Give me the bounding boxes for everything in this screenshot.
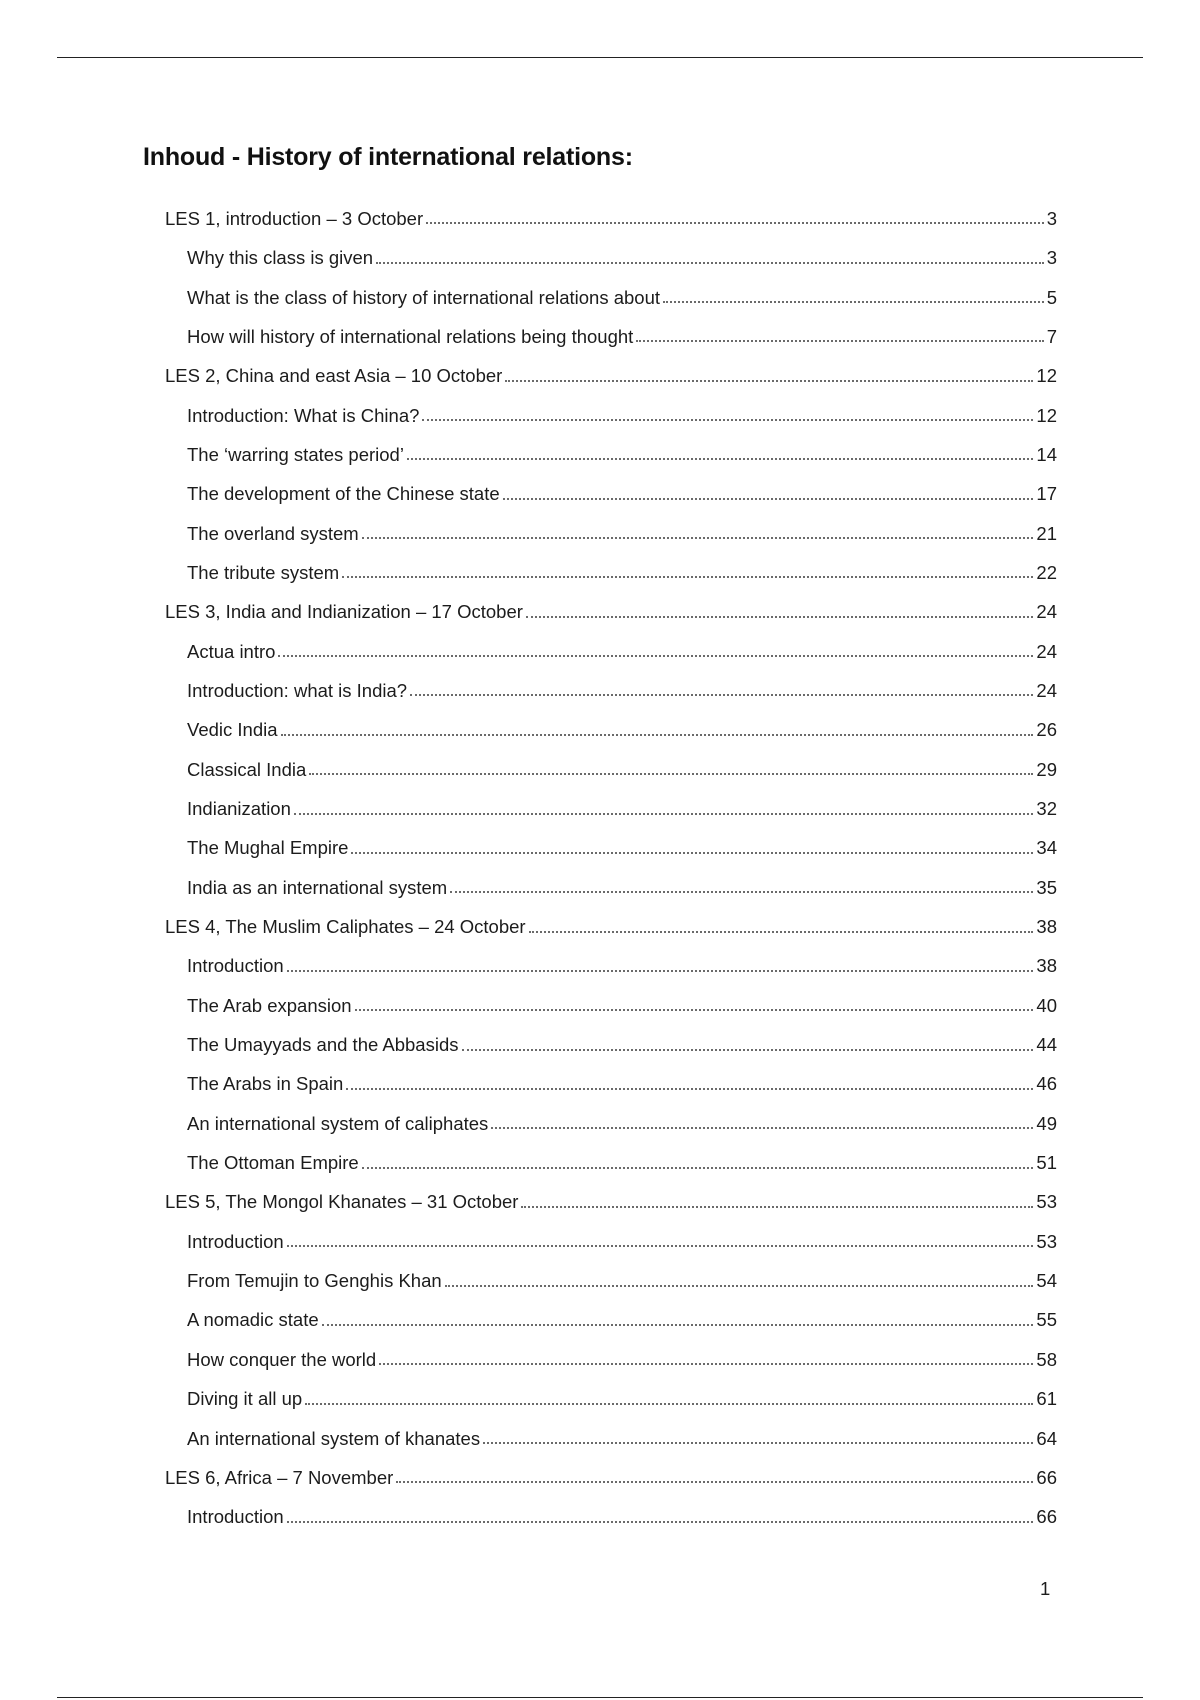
toc-section-entry[interactable] bbox=[165, 1251, 1057, 1290]
toc-entry-label: The Umayyads and the Abbasids bbox=[187, 1034, 459, 1056]
toc-chapter-entry[interactable] bbox=[165, 189, 1057, 228]
toc-section-entry[interactable] bbox=[165, 976, 1057, 1015]
toc-chapter-entry[interactable] bbox=[165, 897, 1057, 936]
toc-entry-page: 34 bbox=[1036, 837, 1057, 859]
toc-entry-label: LES 4, The Muslim Caliphates – 24 October bbox=[165, 916, 526, 938]
toc-section-entry[interactable] bbox=[165, 1487, 1057, 1526]
toc-entry-page: 46 bbox=[1036, 1073, 1057, 1095]
toc-section-entry[interactable] bbox=[165, 1369, 1057, 1408]
toc-section-entry[interactable] bbox=[165, 464, 1057, 503]
dot-leader bbox=[294, 813, 1034, 815]
toc-section-entry[interactable] bbox=[165, 268, 1057, 307]
toc-entry-label: The ‘warring states period’ bbox=[187, 443, 404, 465]
toc-entry-page: 35 bbox=[1036, 876, 1057, 898]
toc-entry-page: 12 bbox=[1036, 404, 1057, 426]
top-rule bbox=[57, 57, 1143, 58]
dot-leader bbox=[342, 576, 1033, 578]
dot-leader bbox=[503, 498, 1034, 500]
toc-entry-label: Why this class is given bbox=[187, 247, 374, 269]
toc-entry-page: 14 bbox=[1036, 443, 1057, 465]
toc-entry-label: Diving it all up bbox=[187, 1388, 303, 1410]
toc-entry-page: 3 bbox=[1046, 247, 1057, 269]
toc-entry-label: India as an international system bbox=[187, 876, 448, 898]
page-title: Inhoud - History of international relations: bbox=[143, 143, 633, 171]
toc-entry-page: 3 bbox=[1046, 207, 1057, 229]
toc-entry-label: Introduction: what is India? bbox=[187, 679, 408, 701]
toc-entry-label: An international system of caliphates bbox=[187, 1112, 489, 1134]
dot-leader bbox=[287, 970, 1034, 972]
dot-leader bbox=[287, 1245, 1034, 1247]
toc-entry-label: Introduction bbox=[187, 1230, 284, 1252]
toc-entry-label: What is the class of history of international relations about bbox=[187, 286, 661, 308]
toc-entry-page: 66 bbox=[1036, 1466, 1057, 1488]
toc-chapter-entry[interactable] bbox=[165, 346, 1057, 385]
toc-entry-page: 17 bbox=[1036, 483, 1057, 505]
dot-leader bbox=[355, 1009, 1034, 1011]
dot-leader bbox=[483, 1442, 1033, 1444]
toc-section-entry[interactable] bbox=[165, 504, 1057, 543]
dot-leader bbox=[426, 222, 1044, 224]
toc-entry-label: The tribute system bbox=[187, 561, 340, 583]
toc-entry-page: 24 bbox=[1036, 679, 1057, 701]
toc-entry-label: Introduction bbox=[187, 955, 284, 977]
table-of-contents bbox=[165, 189, 1057, 1527]
toc-section-entry[interactable] bbox=[165, 1015, 1057, 1054]
toc-section-entry[interactable] bbox=[165, 1055, 1057, 1094]
toc-section-entry[interactable] bbox=[165, 779, 1057, 818]
dot-leader bbox=[529, 931, 1034, 933]
toc-section-entry[interactable] bbox=[165, 1330, 1057, 1369]
dot-leader bbox=[526, 616, 1034, 618]
toc-entry-page: 44 bbox=[1036, 1034, 1057, 1056]
toc-entry-label: LES 1, introduction – 3 October bbox=[165, 207, 424, 229]
dot-leader bbox=[278, 655, 1033, 657]
toc-section-entry[interactable] bbox=[165, 819, 1057, 858]
dot-leader bbox=[505, 380, 1033, 382]
toc-section-entry[interactable] bbox=[165, 622, 1057, 661]
toc-section-entry[interactable] bbox=[165, 1291, 1057, 1330]
toc-entry-page: 53 bbox=[1036, 1230, 1057, 1252]
toc-section-entry[interactable] bbox=[165, 386, 1057, 425]
dot-leader bbox=[287, 1521, 1034, 1523]
toc-entry-label: Introduction: What is China? bbox=[187, 404, 420, 426]
toc-entry-label: LES 3, India and Indianization – 17 October bbox=[165, 601, 523, 623]
toc-entry-label: The Ottoman Empire bbox=[187, 1152, 359, 1174]
toc-entry-label: The Arab expansion bbox=[187, 994, 352, 1016]
toc-entry-page: 24 bbox=[1036, 601, 1057, 623]
toc-section-entry[interactable] bbox=[165, 937, 1057, 976]
dot-leader bbox=[462, 1049, 1034, 1051]
toc-entry-label: LES 5, The Mongol Khanates – 31 October bbox=[165, 1191, 519, 1213]
toc-section-entry[interactable] bbox=[165, 1409, 1057, 1448]
dot-leader bbox=[521, 1206, 1033, 1208]
toc-entry-label: Indianization bbox=[187, 798, 291, 819]
toc-entry-page: 53 bbox=[1036, 1191, 1057, 1213]
toc-section-entry[interactable] bbox=[165, 1133, 1057, 1172]
dot-leader bbox=[305, 1403, 1033, 1405]
toc-chapter-entry[interactable] bbox=[165, 582, 1057, 621]
dot-leader bbox=[407, 458, 1033, 460]
dot-leader bbox=[376, 262, 1044, 264]
toc-section-entry[interactable] bbox=[165, 543, 1057, 582]
dot-leader bbox=[491, 1127, 1033, 1129]
toc-section-entry[interactable] bbox=[165, 228, 1057, 267]
toc-entry-page: 64 bbox=[1036, 1427, 1057, 1449]
toc-chapter-entry[interactable] bbox=[165, 1448, 1057, 1487]
toc-entry-label: A nomadic state bbox=[187, 1309, 319, 1331]
toc-entry-page: 61 bbox=[1036, 1388, 1057, 1410]
toc-entry-label: The overland system bbox=[187, 522, 359, 544]
dot-leader bbox=[445, 1285, 1034, 1287]
toc-entry-label: Vedic India bbox=[187, 719, 278, 741]
toc-entry-label: The development of the Chinese state bbox=[187, 483, 500, 505]
toc-entry-page: 24 bbox=[1036, 640, 1057, 662]
toc-section-entry[interactable] bbox=[165, 1212, 1057, 1251]
toc-entry-label: Introduction bbox=[187, 1506, 284, 1528]
toc-section-entry[interactable] bbox=[165, 700, 1057, 739]
dot-leader bbox=[396, 1481, 1033, 1483]
toc-entry-page: 21 bbox=[1036, 522, 1057, 544]
dot-leader bbox=[422, 419, 1033, 421]
toc-entry-page: 32 bbox=[1036, 798, 1057, 819]
toc-entry-label: How will history of international relations being thought bbox=[187, 325, 634, 347]
toc-section-entry[interactable] bbox=[165, 661, 1057, 700]
toc-entry-page: 51 bbox=[1036, 1152, 1057, 1174]
toc-entry-label: LES 2, China and east Asia – 10 October bbox=[165, 365, 503, 387]
toc-entry-page: 5 bbox=[1046, 286, 1057, 308]
toc-entry-label: The Arabs in Spain bbox=[187, 1073, 344, 1095]
toc-entry-label: The Mughal Empire bbox=[187, 837, 349, 859]
page-number: 1 bbox=[1040, 1578, 1051, 1599]
dot-leader bbox=[362, 537, 1034, 539]
toc-entry-page: 38 bbox=[1036, 916, 1057, 938]
toc-entry-label: Classical India bbox=[187, 758, 307, 780]
toc-entry-page: 58 bbox=[1036, 1348, 1057, 1370]
toc-section-entry[interactable] bbox=[165, 740, 1057, 779]
dot-leader bbox=[636, 340, 1043, 342]
toc-chapter-entry[interactable] bbox=[165, 1173, 1057, 1212]
toc-section-entry[interactable] bbox=[165, 425, 1057, 464]
dot-leader bbox=[362, 1167, 1034, 1169]
toc-entry-page: 7 bbox=[1046, 325, 1057, 347]
dot-leader bbox=[351, 852, 1033, 854]
toc-entry-label: How conquer the world bbox=[187, 1348, 377, 1370]
dot-leader bbox=[322, 1324, 1034, 1326]
toc-section-entry[interactable] bbox=[165, 858, 1057, 897]
toc-section-entry[interactable] bbox=[165, 1094, 1057, 1133]
toc-entry-page: 66 bbox=[1036, 1506, 1057, 1528]
dot-leader bbox=[309, 773, 1033, 775]
bottom-rule bbox=[57, 1697, 1143, 1698]
toc-entry-page: 26 bbox=[1036, 719, 1057, 741]
toc-entry-label: An international system of khanates bbox=[187, 1427, 481, 1449]
toc-entry-label: From Temujin to Genghis Khan bbox=[187, 1270, 442, 1292]
toc-entry-page: 38 bbox=[1036, 955, 1057, 977]
dot-leader bbox=[663, 301, 1044, 303]
dot-leader bbox=[346, 1088, 1033, 1090]
dot-leader bbox=[281, 734, 1034, 736]
toc-entry-label: LES 6, Africa – 7 November bbox=[165, 1466, 394, 1488]
dot-leader bbox=[379, 1363, 1033, 1365]
toc-entry-page: 49 bbox=[1036, 1112, 1057, 1134]
dot-leader bbox=[450, 891, 1033, 893]
toc-entry-page: 22 bbox=[1036, 561, 1057, 583]
dot-leader bbox=[410, 694, 1033, 696]
toc-entry-page: 55 bbox=[1036, 1309, 1057, 1331]
toc-entry-page: 12 bbox=[1036, 365, 1057, 387]
toc-entry-page: 40 bbox=[1036, 994, 1057, 1016]
toc-entry-label: Actua intro bbox=[187, 640, 276, 662]
toc-entry-page: 29 bbox=[1036, 758, 1057, 780]
toc-entry-page: 54 bbox=[1036, 1270, 1057, 1292]
toc-section-entry[interactable] bbox=[165, 307, 1057, 346]
